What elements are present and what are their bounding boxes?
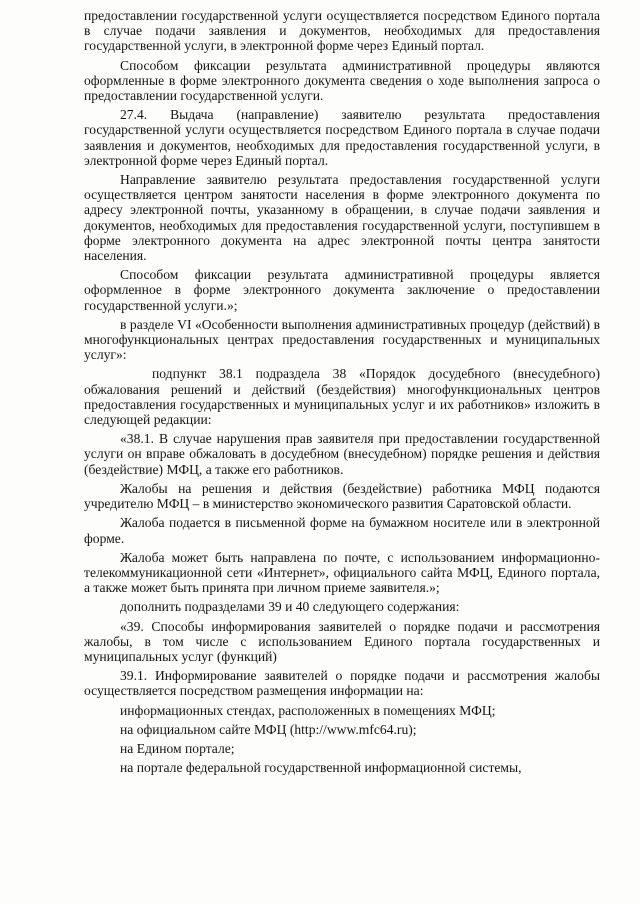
paragraph-13: «39. Способы информирования заявителей о порядке подачи и рассмотрения жалобы, в том числе с использованием Единого портала государственных и муниципальных услуг (функций)	[84, 618, 600, 664]
paragraph-10: Жалоба подается в письменной форме на бумажном носителе или в электронной форме.	[84, 515, 600, 546]
paragraph-9: Жалобы на решения и действия (бездействие) работника МФЦ подаются учредителю МФЦ – в министерство экономического развития Саратовской области.	[84, 480, 600, 512]
paragraph-12: дополнить подразделами 39 и 40 следующего содержания:	[120, 599, 460, 615]
paragraph-4: Направление заявителю результата предоставления государственной услуги осуществляется центром занятости населения в форме электронного документа по адресу электронной почты, указанному в обращении, в случае подачи заявления и документов, необходимых для предоставления государственной услуги, поступившем в форме электронного документа на адрес электронной почты центра занятости населения.	[84, 172, 600, 264]
paragraph-15: информационных стендах, расположенных в помещениях МФЦ;	[120, 702, 496, 718]
paragraph-6: в разделе VI «Особенности выполнения административных процедур (действий) в многофункциональных центрах предоставления государственных и муниципальных услуг»:	[84, 316, 600, 363]
paragraph-5: Способом фиксации результата административной процедуры является оформленное в форме электронного документа заключение о предоставлении государственной услуги.»;	[84, 267, 600, 313]
paragraph-1: предоставлении государственной услуги осуществляется посредством Единого портала в случае подачи заявления и документов, необходимых для предоставления государственной услуги, в электронной форме через Единый портал.	[84, 8, 600, 54]
paragraph-3: 27.4. Выдача (направление) заявителю результата предоставления государственной услуги осуществляется посредством Единого портала в случае подачи заявления и документов, необходимых для предоставления государственной услуги, в электронной форме через Единый портал.	[84, 107, 600, 168]
paragraph-11: Жалоба может быть направлена по почте, с использованием информационно-телекоммуникационной сети «Интернет», официального сайта МФЦ, Единого портала, а также может быть принята при личном приеме заявителя.»;	[84, 549, 600, 596]
paragraph-7: подпункт 38.1 подраздела 38 «Порядок досудебного (внесудебного) обжалования решений и действий (бездействия) многофункциональных центров предоставления государственных и муниципальных услуг и их работников» изложить в следующей редакции:	[84, 366, 600, 428]
paragraph-8: «38.1. В случае нарушения прав заявителя при предоставлении государственной услуги он вправе обжаловать в досудебном (внесудебном) порядке решения и действия (бездействие) МФЦ, а также его работников.	[84, 431, 600, 477]
paragraph-18: на портале федеральной государственной информационной системы,	[120, 760, 522, 776]
paragraph-2: Способом фиксации результата административной процедуры являются оформленные в форме электронного документа сведения о ходе выполнения запроса о предоставлении государственной услуги.	[84, 57, 600, 104]
paragraph-17: на Едином портале;	[120, 740, 235, 756]
paragraph-16: на официальном сайте МФЦ (http://www.mfc64.ru);	[120, 721, 417, 737]
paragraph-14: 39.1. Информирование заявителей о порядке подачи и рассмотрения жалобы осуществляется посредством размещения информации на:	[84, 668, 600, 699]
